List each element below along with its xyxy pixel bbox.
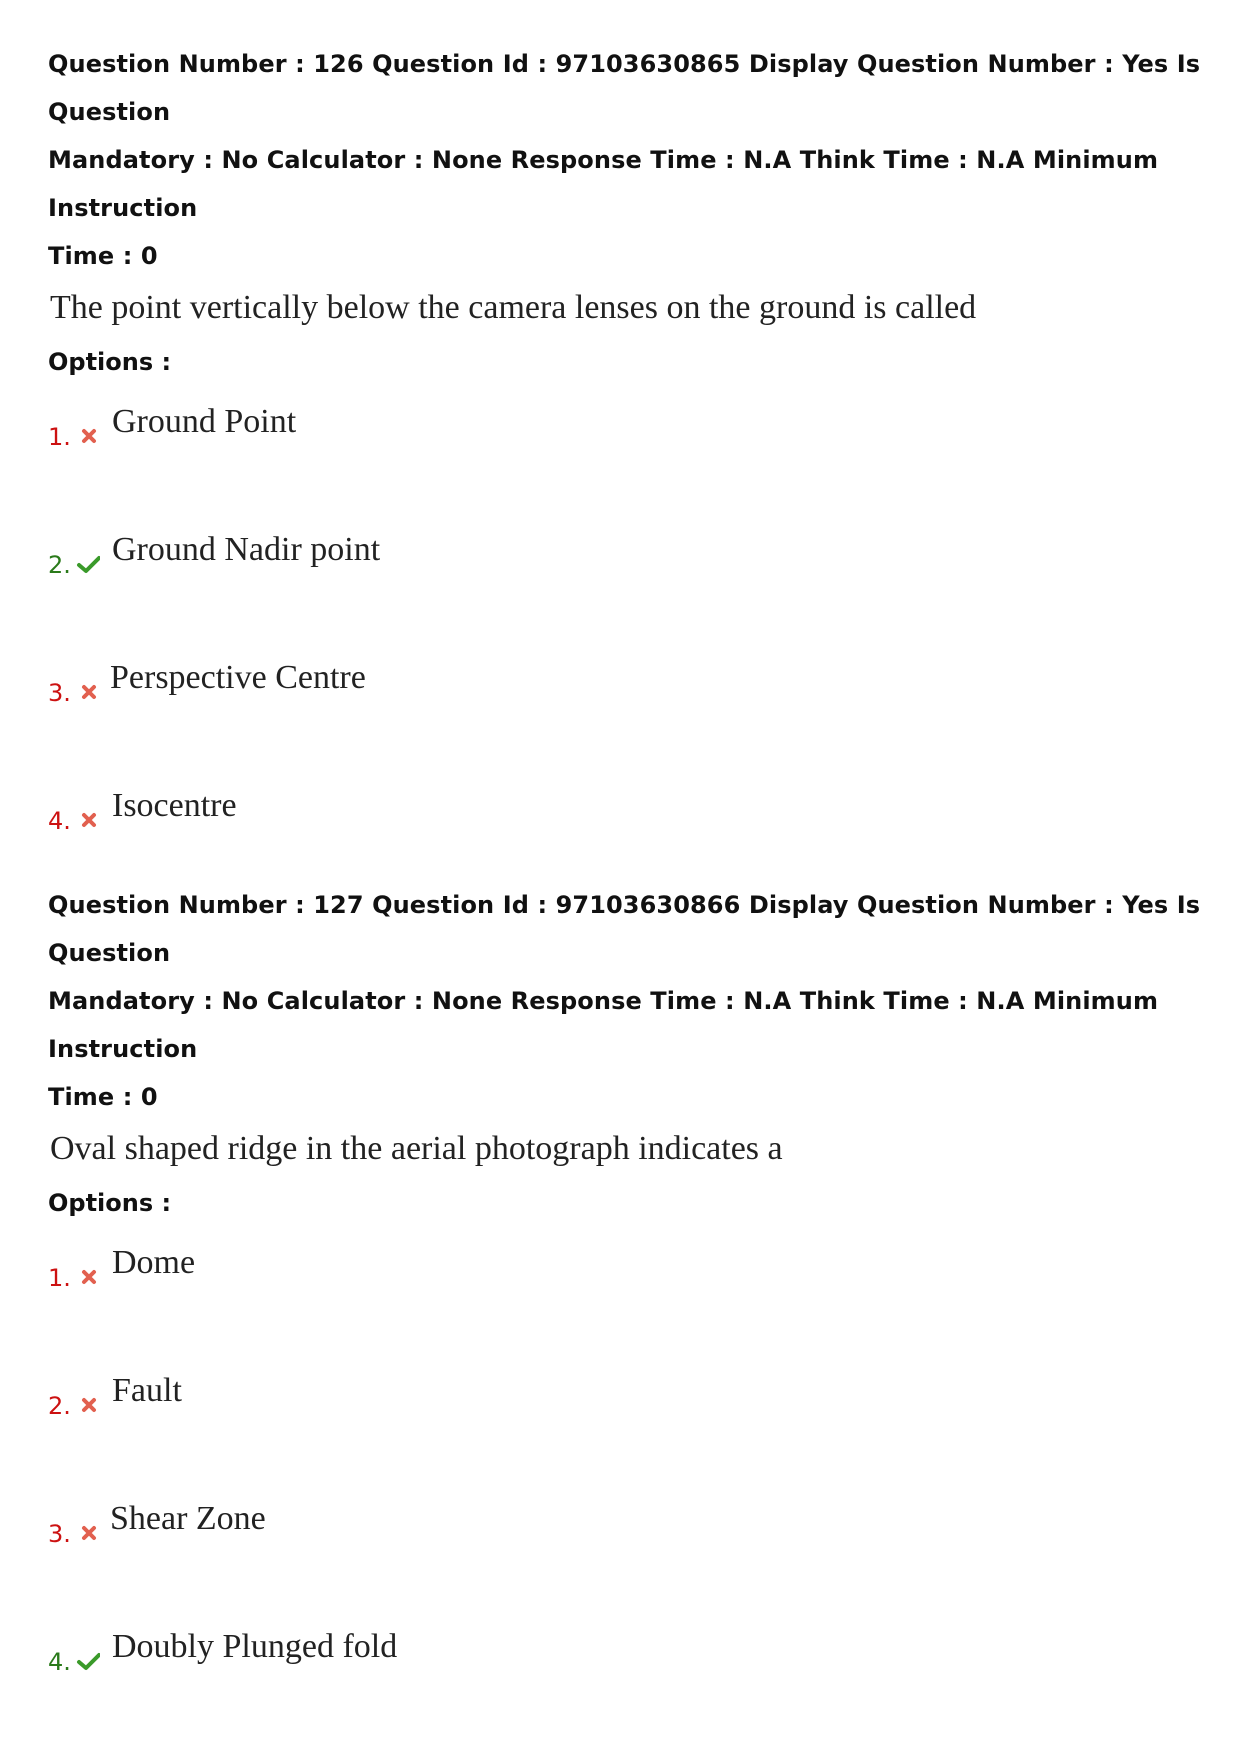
option-1 bbox=[48, 1237, 1208, 1365]
option-3 bbox=[48, 1493, 1208, 1621]
cross-icon bbox=[78, 806, 100, 832]
option-number: 2. bbox=[48, 551, 71, 579]
question-meta-line-1: Question Number : 126 Question Id : 97103630865 Display Question Number : Yes Is Question bbox=[48, 50, 1201, 126]
options-label: Options : bbox=[48, 348, 172, 376]
option-number: 3. bbox=[48, 1520, 71, 1548]
option-number: 3. bbox=[48, 679, 71, 707]
option-1 bbox=[48, 396, 1208, 524]
option-4 bbox=[48, 1621, 1208, 1749]
cross-icon bbox=[78, 1263, 100, 1289]
option-label: Dome bbox=[112, 1244, 196, 1281]
question-meta-line-1: Question Number : 127 Question Id : 97103630866 Display Question Number : Yes Is Question bbox=[48, 891, 1201, 967]
option-number: 2. bbox=[48, 1392, 71, 1420]
question-text: The point vertically below the camera lenses on the ground is called bbox=[50, 289, 977, 326]
cross-icon bbox=[78, 1519, 100, 1545]
question-block-126 bbox=[48, 40, 1208, 908]
question-block-127 bbox=[48, 881, 1208, 1749]
option-3 bbox=[48, 652, 1208, 780]
question-meta-line-3: Time : 0 bbox=[48, 242, 158, 270]
option-2 bbox=[48, 524, 1208, 652]
option-number: 4. bbox=[48, 807, 71, 835]
cross-icon bbox=[78, 678, 100, 704]
question-meta-line-3: Time : 0 bbox=[48, 1083, 158, 1111]
option-label: Ground Nadir point bbox=[112, 531, 381, 568]
question-meta-line-2: Mandatory : No Calculator : None Response Time : N.A Think Time : N.A Minimum Instruction bbox=[48, 146, 1159, 222]
question-meta-line-2: Mandatory : No Calculator : None Response Time : N.A Think Time : N.A Minimum Instruction bbox=[48, 987, 1159, 1063]
option-number: 4. bbox=[48, 1648, 71, 1676]
option-label: Isocentre bbox=[112, 787, 237, 824]
check-icon bbox=[74, 1647, 100, 1673]
option-label: Shear Zone bbox=[110, 1500, 266, 1537]
option-2 bbox=[48, 1365, 1208, 1493]
cross-icon bbox=[78, 1391, 100, 1417]
option-number: 1. bbox=[48, 423, 71, 451]
option-label: Ground Point bbox=[112, 403, 297, 440]
check-icon bbox=[74, 550, 100, 576]
cross-icon bbox=[78, 422, 100, 448]
option-label: Perspective Centre bbox=[110, 659, 366, 696]
option-label: Fault bbox=[112, 1372, 182, 1409]
option-label: Doubly Plunged fold bbox=[112, 1628, 398, 1665]
question-text: Oval shaped ridge in the aerial photograph indicates a bbox=[50, 1130, 783, 1167]
option-number: 1. bbox=[48, 1264, 71, 1292]
options-label: Options : bbox=[48, 1189, 172, 1217]
